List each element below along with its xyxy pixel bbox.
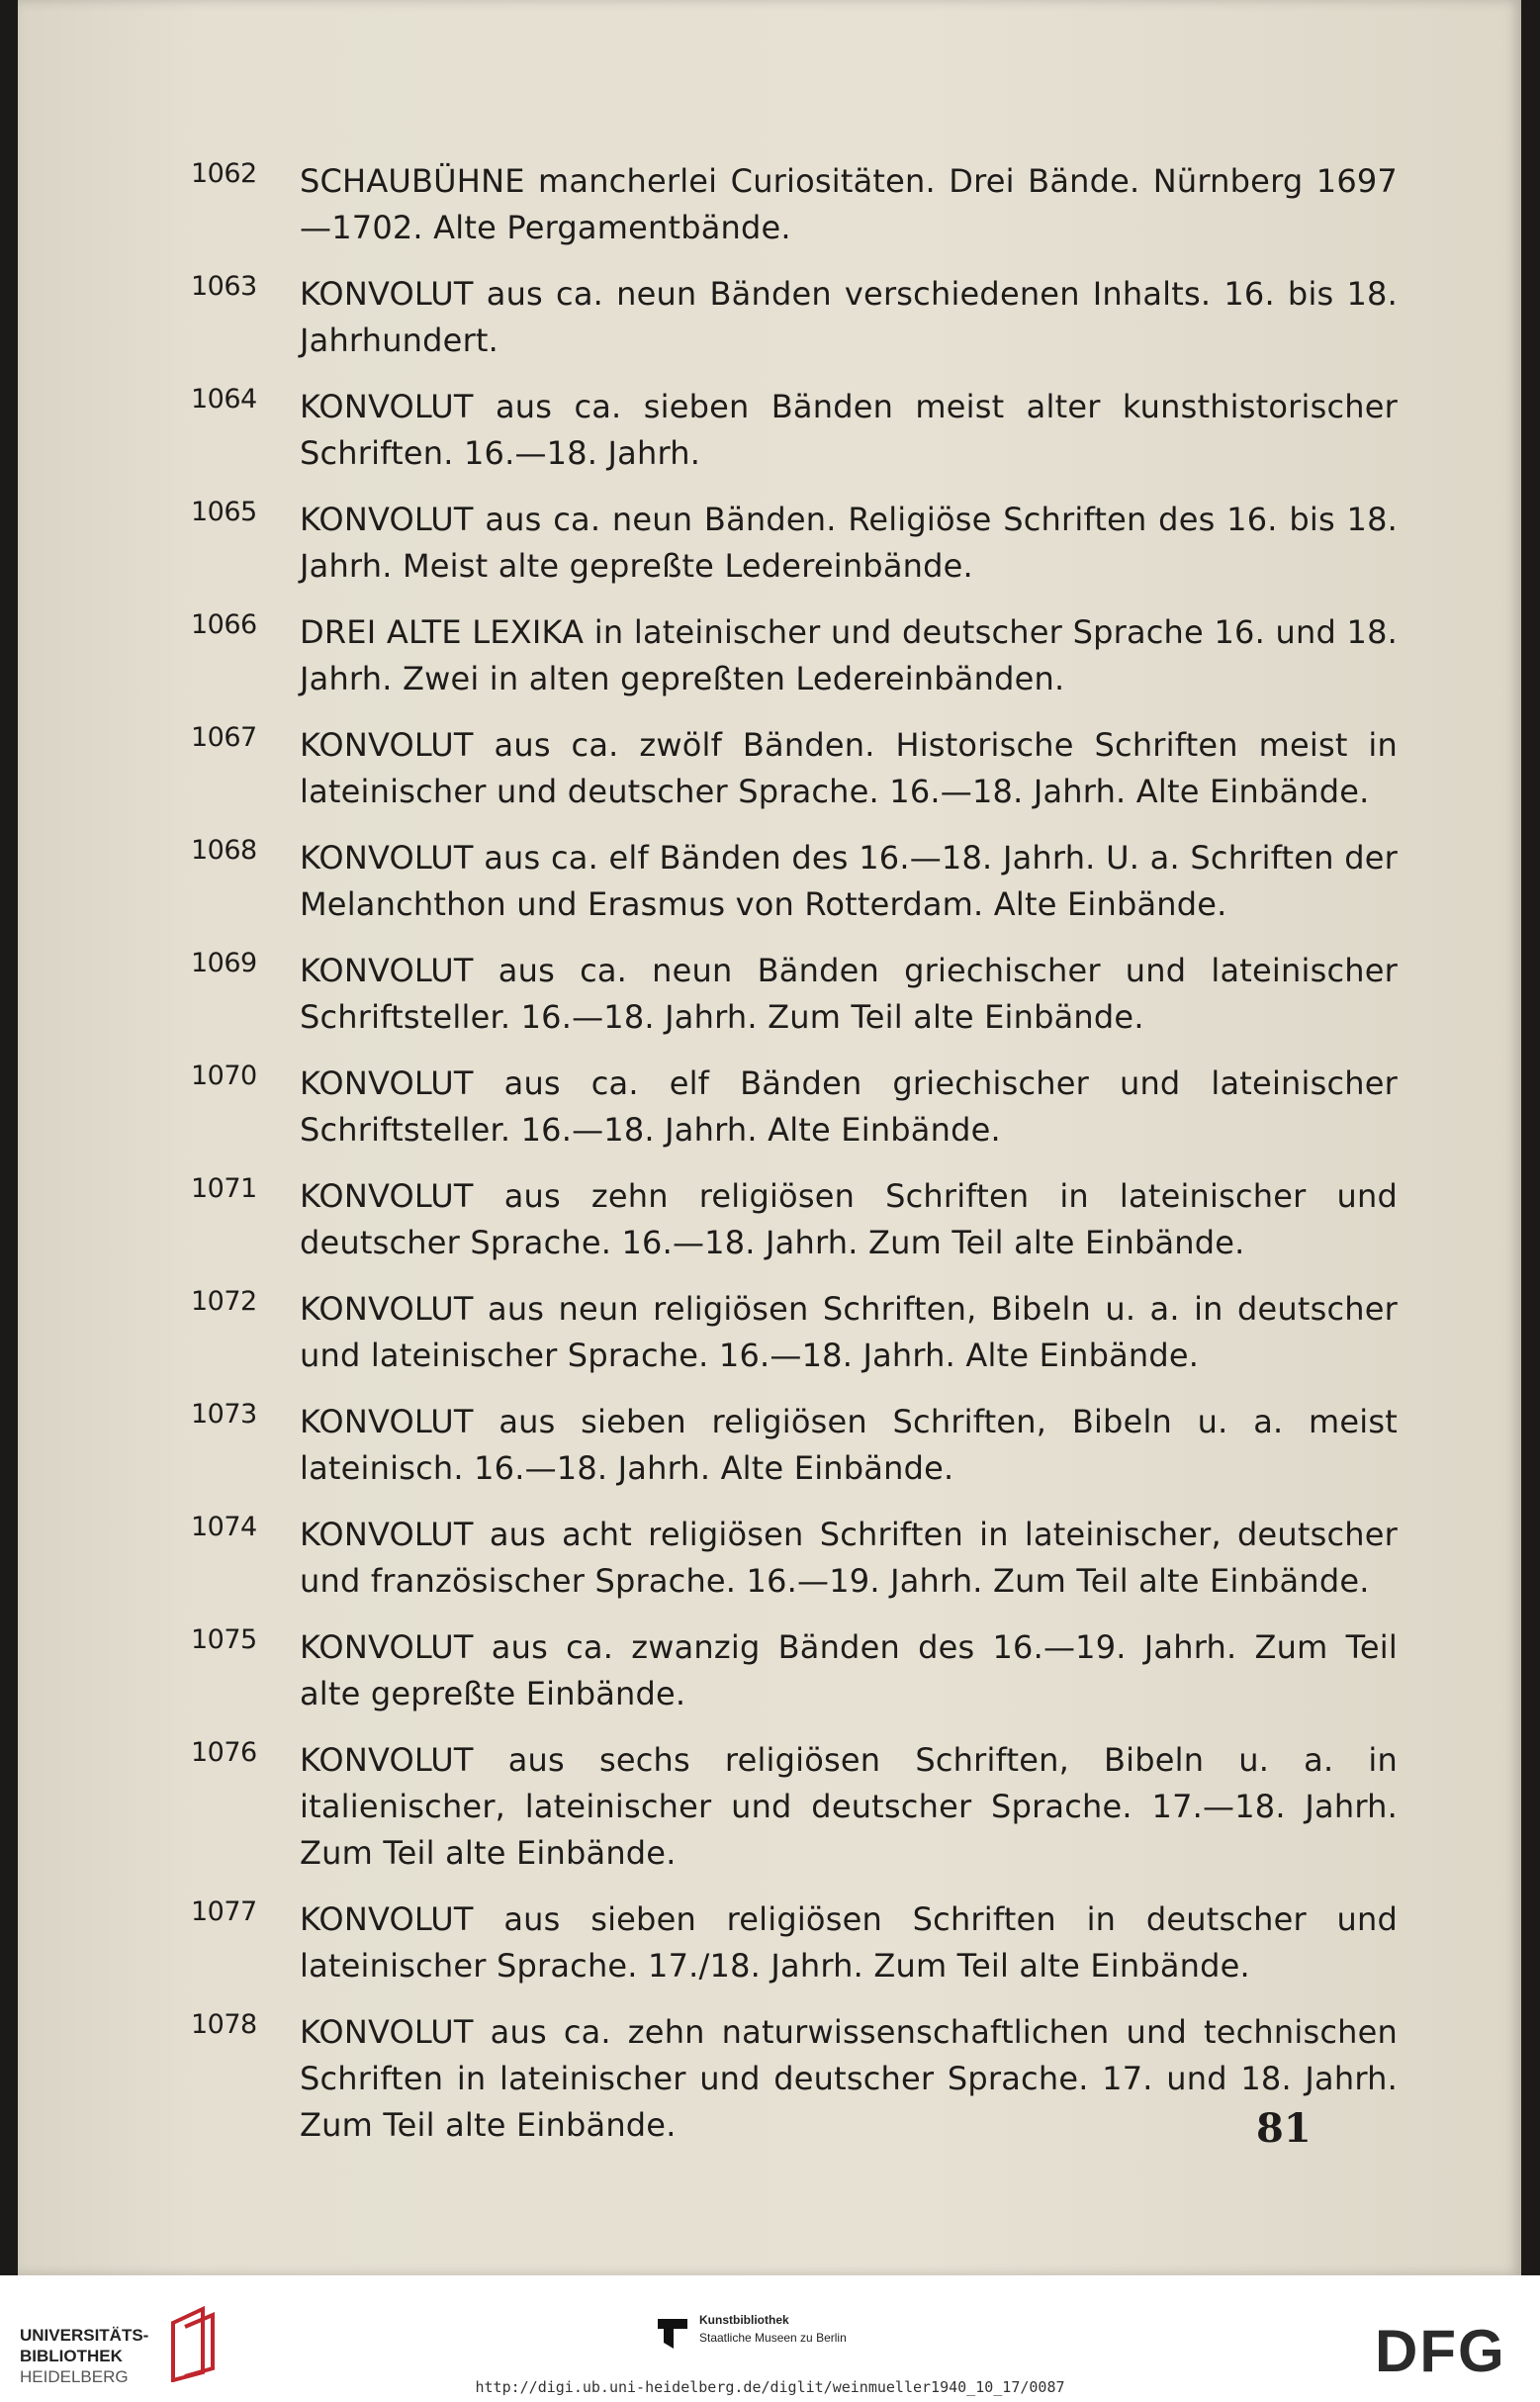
- lot-number: 1078: [191, 2009, 257, 2040]
- lot-number: 1070: [191, 1061, 257, 1091]
- entry-text: KONVOLUT aus ca. zwölf Bänden. Historische Schriften meist in lateinischer und deutscher Sprache. 16.—18. Jahrh. Alte Einbände.: [300, 726, 1398, 810]
- catalog-entry: [191, 271, 1398, 364]
- entry-text: KONVOLUT aus ca. neun Bänden verschiedenen Inhalts. 16. bis 18. Jahrhundert.: [300, 275, 1398, 359]
- lot-number: 1076: [191, 1737, 257, 1768]
- ub-logo-line: UNIVERSITÄTS-: [20, 2326, 149, 2345]
- catalog-entry: [191, 1896, 1398, 1989]
- lot-number: 1067: [191, 722, 257, 753]
- entry-text: KONVOLUT aus zehn religiösen Schriften in lateinischer und deutscher Sprache. 16.—18. Jahrh. Zum Teil alte Einbände.: [300, 1177, 1398, 1261]
- footer-bar: [0, 2275, 1540, 2402]
- lot-number: 1074: [191, 1512, 257, 1542]
- ub-logo-line: BIBLIOTHEK: [20, 2347, 123, 2365]
- entry-text: KONVOLUT aus ca. neun Bänden griechischer und lateinischer Schriftsteller. 16.—18. Jahrh. Zum Teil alte Einbände.: [300, 952, 1398, 1036]
- ub-logo-line: HEIDELBERG: [20, 2367, 129, 2386]
- catalog-entry: [191, 2009, 1398, 2149]
- catalog-entry: [191, 1399, 1398, 1492]
- lot-number: 1075: [191, 1624, 257, 1655]
- lot-number: 1069: [191, 948, 257, 978]
- entry-text: KONVOLUT aus sieben religiösen Schriften in deutscher und lateinischer Sprache. 17./18. Jahrh. Zum Teil alte Einbände.: [300, 1900, 1398, 1985]
- catalog-entry: [191, 1512, 1398, 1605]
- lot-number: 1063: [191, 271, 257, 302]
- catalog-entry: [191, 384, 1398, 477]
- lot-number: 1071: [191, 1173, 257, 1204]
- catalog-entry: [191, 1061, 1398, 1154]
- entry-text: KONVOLUT aus ca. sieben Bänden meist alter kunsthistorischer Schriften. 16.—18. Jahrh.: [300, 388, 1398, 472]
- entry-text: KONVOLUT aus ca. elf Bänden des 16.—18. Jahrh. U. a. Schriften der Melanchthon und Erasmus von Rotterdam. Alte Einbände.: [300, 839, 1398, 923]
- entry-text: KONVOLUT aus neun religiösen Schriften, Bibeln u. a. in deutscher und lateinischer Sprache. 16.—18. Jahrh. Alte Einbände.: [300, 1290, 1398, 1374]
- lot-number: 1066: [191, 609, 257, 640]
- catalog-page: [18, 0, 1521, 2275]
- lot-number: 1064: [191, 384, 257, 415]
- catalog-entry: [191, 1624, 1398, 1717]
- kb-logo-subtitle: Staatliche Museen zu Berlin: [699, 2331, 847, 2345]
- lot-number: 1072: [191, 1286, 257, 1317]
- entry-text: KONVOLUT aus sieben religiösen Schriften, Bibeln u. a. meist lateinisch. 16.—18. Jahrh. Alte Einbände.: [300, 1403, 1398, 1487]
- lot-number: 1073: [191, 1399, 257, 1430]
- lot-number: 1062: [191, 158, 257, 189]
- entry-text: KONVOLUT aus acht religiösen Schriften in lateinischer, deutscher und französischer Sprache. 16.—19. Jahrh. Zum Teil alte Einbände.: [300, 1516, 1398, 1600]
- dfg-logo[interactable]: DFG: [1375, 2318, 1506, 2384]
- catalog-entry: [191, 948, 1398, 1041]
- entry-text: SCHAUBÜHNE mancherlei Curiositäten. Drei Bände. Nürnberg 1697—1702. Alte Pergamentbände.: [300, 162, 1398, 246]
- ub-emblem-icon: [163, 2303, 221, 2382]
- catalog-entry: [191, 722, 1398, 815]
- catalog-entry: [191, 1286, 1398, 1379]
- entry-text: KONVOLUT aus ca. zehn naturwissenschaftlichen und technischen Schriften in lateinischer und deutscher Sprache. 17. und 18. Jahrh. Zum Teil alte Einbände.: [300, 2013, 1398, 2144]
- entry-text: KONVOLUT aus ca. elf Bänden griechischer und lateinischer Schriftsteller. 16.—18. Jahrh. Alte Einbände.: [300, 1064, 1398, 1149]
- entry-text: DREI ALTE LEXIKA in lateinischer und deutscher Sprache 16. und 18. Jahrh. Zwei in alten gepreßten Ledereinbänden.: [300, 613, 1398, 697]
- lot-number: 1077: [191, 1896, 257, 1927]
- entry-text: KONVOLUT aus sechs religiösen Schriften, Bibeln u. a. in italienischer, lateinischer und deutscher Sprache. 17.—18. Jahrh. Zum Teil alte Einbände.: [300, 1741, 1398, 1872]
- kb-emblem-icon: [656, 2315, 689, 2351]
- page-number: 81: [1256, 2105, 1312, 2152]
- catalog-entry: [191, 835, 1398, 928]
- kb-logo-title: Kunstbibliothek: [699, 2313, 789, 2327]
- catalog-entry: [191, 497, 1398, 590]
- catalog-entry: [191, 1737, 1398, 1877]
- entry-text: KONVOLUT aus ca. zwanzig Bänden des 16.—19. Jahrh. Zum Teil alte gepreßte Einbände.: [300, 1628, 1398, 1712]
- catalog-entries: [191, 158, 1398, 2169]
- permalink-url[interactable]: http://digi.ub.uni-heidelberg.de/diglit/weinmueller1940_10_17/0087: [475, 2378, 1065, 2396]
- lot-number: 1068: [191, 835, 257, 866]
- catalog-entry: [191, 158, 1398, 251]
- lot-number: 1065: [191, 497, 257, 527]
- entry-text: KONVOLUT aus ca. neun Bänden. Religiöse Schriften des 16. bis 18. Jahrh. Meist alte gepreßte Ledereinbände.: [300, 501, 1398, 585]
- catalog-entry: [191, 609, 1398, 702]
- catalog-entry: [191, 1173, 1398, 1266]
